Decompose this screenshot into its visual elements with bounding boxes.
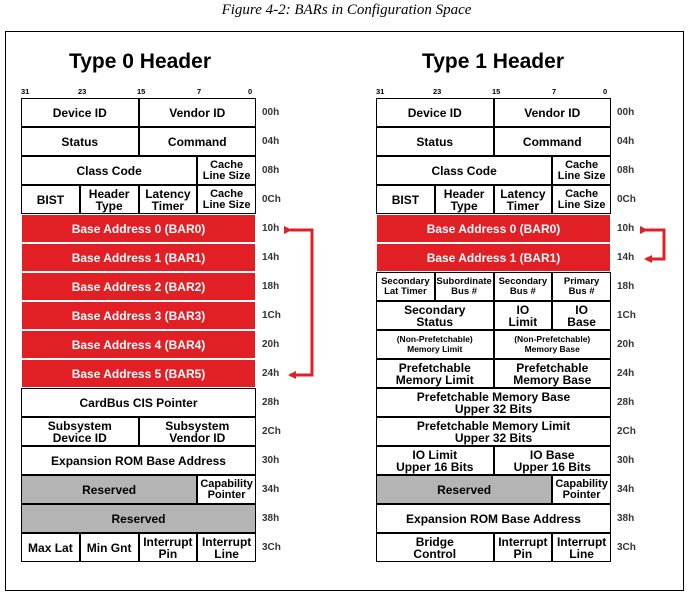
type0-register-field: Base Address 1 (BAR1) bbox=[21, 243, 256, 272]
type0-register-field: Reserved bbox=[21, 475, 197, 504]
type1-register-field: Expansion ROM Base Address bbox=[376, 504, 611, 533]
type1-header-title: Type 1 Header bbox=[421, 50, 564, 73]
type1-offset-label: 14h bbox=[617, 252, 635, 263]
type1-bar-range-arrow bbox=[646, 230, 664, 259]
type1-register-field: Base Address 1 (BAR1) bbox=[376, 243, 611, 272]
type1-offset-label: 38h bbox=[617, 513, 635, 524]
type1-register-field: Status bbox=[376, 127, 494, 156]
type1-register-field: Prefetchable Memory Limit bbox=[376, 359, 494, 388]
type1-register-field: Secondary Status bbox=[376, 301, 494, 330]
type0-register-field: Base Address 2 (BAR2) bbox=[21, 272, 256, 301]
type0-register-field: Cache Line Size bbox=[197, 156, 256, 185]
type0-offset-label: 3Ch bbox=[262, 542, 281, 553]
type0-register-field: Interrupt Pin bbox=[139, 533, 198, 562]
type0-offset-label: 08h bbox=[262, 165, 280, 176]
type0-offset-label: 28h bbox=[262, 397, 280, 408]
type1-register-field: (Non-Prefetchable) Memory Limit bbox=[376, 330, 494, 359]
type0-offset-label: 00h bbox=[262, 107, 280, 118]
type1-register-field: Class Code bbox=[376, 156, 552, 185]
type1-register-field: Capability Pointer bbox=[552, 475, 611, 504]
type1-register-field: BIST bbox=[376, 185, 435, 214]
type1-register-field: Base Address 0 (BAR0) bbox=[376, 214, 611, 243]
type1-register-field: Bridge Control bbox=[376, 533, 494, 562]
type0-register-field: Latency Timer bbox=[139, 185, 198, 214]
type1-register-field: Device ID bbox=[376, 98, 494, 127]
type0-offset-label: 20h bbox=[262, 339, 280, 350]
type0-register-field: Base Address 4 (BAR4) bbox=[21, 330, 256, 359]
type0-offset-label: 04h bbox=[262, 136, 280, 147]
type0-bit-label: 23 bbox=[78, 87, 87, 96]
type0-offset-label: 1Ch bbox=[262, 310, 281, 321]
type0-offset-label: 0Ch bbox=[262, 194, 281, 205]
type1-offset-label: 00h bbox=[617, 107, 635, 118]
type0-offset-label: 30h bbox=[262, 455, 280, 466]
type0-register-field: Base Address 0 (BAR0) bbox=[21, 214, 256, 243]
type1-register-field: Prefetchable Memory Limit Upper 32 Bits bbox=[376, 417, 611, 446]
type0-register-field: Command bbox=[139, 127, 257, 156]
type0-register-field: CardBus CIS Pointer bbox=[21, 388, 256, 417]
type0-offset-label: 38h bbox=[262, 513, 280, 524]
type1-offset-label: 2Ch bbox=[617, 426, 636, 437]
type1-offset-label: 34h bbox=[617, 484, 635, 495]
type1-register-field: Latency Timer bbox=[494, 185, 553, 214]
type0-offset-label: 24h bbox=[262, 368, 280, 379]
type0-register-field: Vendor ID bbox=[139, 98, 257, 127]
type0-offset-label: 18h bbox=[262, 281, 280, 292]
type1-register-field: (Non-Prefetchable) Memory Base bbox=[494, 330, 612, 359]
type1-register-field: IO Base Upper 16 Bits bbox=[494, 446, 612, 475]
type1-bit-label: 31 bbox=[376, 87, 385, 96]
type0-register-field: Max Lat bbox=[21, 533, 80, 562]
type0-offset-label: 2Ch bbox=[262, 426, 281, 437]
type1-offset-label: 10h bbox=[617, 223, 635, 234]
type1-bit-label: 23 bbox=[433, 87, 442, 96]
type1-register-field: Subordinate Bus # bbox=[435, 272, 494, 301]
type1-register-field: Header Type bbox=[435, 185, 494, 214]
type1-offset-label: 30h bbox=[617, 455, 635, 466]
type0-bit-label: 7 bbox=[197, 87, 202, 96]
type1-offset-label: 04h bbox=[617, 136, 635, 147]
type1-offset-label: 18h bbox=[617, 281, 635, 292]
type0-register-field: Min Gnt bbox=[80, 533, 139, 562]
type0-register-field: Expansion ROM Base Address bbox=[21, 446, 256, 475]
type1-register-field: IO Base bbox=[552, 301, 611, 330]
type1-register-field: Interrupt Line bbox=[552, 533, 611, 562]
type0-register-field: Subsystem Device ID bbox=[21, 417, 139, 446]
type1-register-field: IO Limit Upper 16 Bits bbox=[376, 446, 494, 475]
type0-register-field: Base Address 5 (BAR5) bbox=[21, 359, 256, 388]
type0-register-field: Header Type bbox=[80, 185, 139, 214]
figure-caption: Figure 4-2: BARs in Configuration Space bbox=[221, 2, 472, 18]
type1-register-field: Cache Line Size bbox=[552, 185, 611, 214]
type0-offset-label: 34h bbox=[262, 484, 280, 495]
type1-offset-label: 20h bbox=[617, 339, 635, 350]
type0-register-field: Reserved bbox=[21, 504, 256, 533]
type1-register-field: Vendor ID bbox=[494, 98, 612, 127]
type1-bit-label: 7 bbox=[552, 87, 557, 96]
type1-register-field: Prefetchable Memory Base Upper 32 Bits bbox=[376, 388, 611, 417]
type1-offset-label: 3Ch bbox=[617, 542, 636, 553]
type0-header-title: Type 0 Header bbox=[68, 50, 211, 73]
type0-register-field: Subsystem Vendor ID bbox=[139, 417, 257, 446]
type0-register-field: Cache Line Size bbox=[197, 185, 256, 214]
type1-bit-label: 0 bbox=[603, 87, 608, 96]
type0-register-field: Device ID bbox=[21, 98, 139, 127]
type1-register-field: Interrupt Pin bbox=[494, 533, 553, 562]
type0-register-field: Interrupt Line bbox=[197, 533, 256, 562]
type1-offset-label: 24h bbox=[617, 368, 635, 379]
type0-bar-range-arrow bbox=[290, 230, 312, 375]
type0-register-field: BIST bbox=[21, 185, 80, 214]
type1-register-field: Command bbox=[494, 127, 612, 156]
type1-register-field: Primary Bus # bbox=[552, 272, 611, 301]
type1-register-field: IO Limit bbox=[494, 301, 553, 330]
type0-bit-label: 0 bbox=[248, 87, 253, 96]
type1-offset-label: 28h bbox=[617, 397, 635, 408]
type0-register-field: Status bbox=[21, 127, 139, 156]
type1-bit-label: 15 bbox=[492, 87, 501, 96]
type1-offset-label: 08h bbox=[617, 165, 635, 176]
type1-offset-label: 1Ch bbox=[617, 310, 636, 321]
type0-register-field: Base Address 3 (BAR3) bbox=[21, 301, 256, 330]
type1-register-field: Secondary Bus # bbox=[494, 272, 553, 301]
type1-register-field: Secondary Lat Timer bbox=[376, 272, 435, 301]
type0-register-field: Class Code bbox=[21, 156, 197, 185]
type1-register-field: Reserved bbox=[376, 475, 552, 504]
type1-offset-label: 0Ch bbox=[617, 194, 636, 205]
type1-register-field: Prefetchable Memory Base bbox=[494, 359, 612, 388]
type0-register-field: Capability Pointer bbox=[197, 475, 256, 504]
type0-offset-label: 10h bbox=[262, 223, 280, 234]
type1-register-field: Cache Line Size bbox=[552, 156, 611, 185]
type0-offset-label: 14h bbox=[262, 252, 280, 263]
type0-bit-label: 31 bbox=[21, 87, 30, 96]
type0-bit-label: 15 bbox=[137, 87, 146, 96]
